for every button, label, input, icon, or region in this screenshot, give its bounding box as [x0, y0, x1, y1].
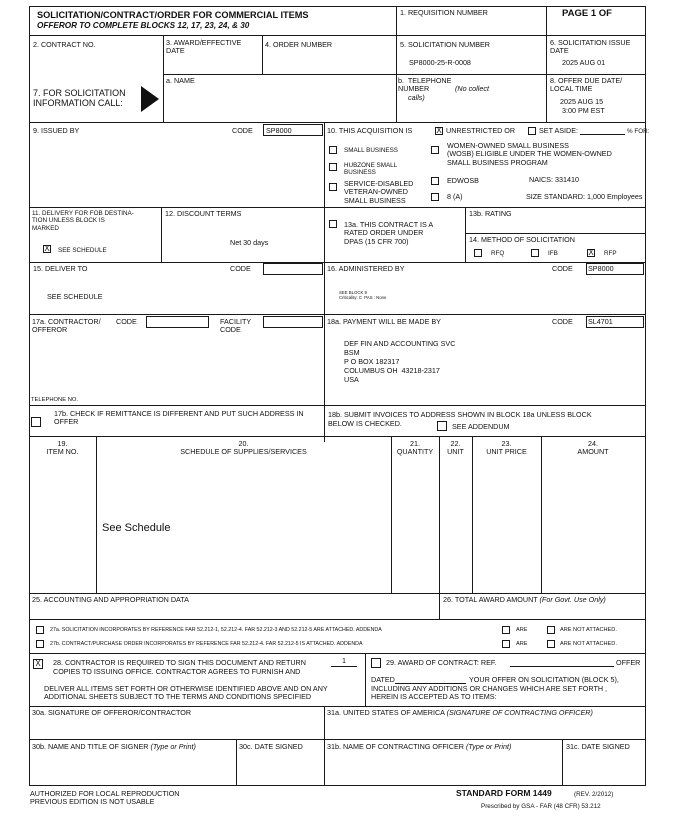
col-quantity: 21. QUANTITY — [396, 439, 434, 457]
27a-are-not-checkbox[interactable] — [547, 626, 555, 634]
deliver-to-code-field[interactable] — [263, 263, 323, 275]
rule — [163, 74, 646, 75]
29-line3: INCLUDING ANY ADDITIONS OR CHANGES WHICH ARE SET FORTH , HEREIN IS ACCEPTED AS TO ITEMS: — [371, 684, 608, 702]
27a-are-label: ARE — [516, 627, 528, 633]
27a-are-checkbox[interactable] — [502, 626, 510, 634]
signature-offeror-label: 30a. SIGNATURE OF OFFEROR/CONTRACTOR — [32, 708, 192, 717]
rule — [163, 35, 164, 122]
unrestricted-label: UNRESTRICTED OR — [446, 126, 516, 135]
col-unit: 22. UNIT — [447, 439, 464, 457]
addendum-checkbox[interactable] — [437, 421, 447, 431]
contractor-label: 17a. CONTRACTOR/ OFFEROR — [32, 317, 101, 335]
rule — [439, 436, 440, 619]
rule — [465, 233, 646, 234]
rule — [29, 122, 646, 123]
page-label: PAGE 1 OF — [562, 8, 612, 19]
eight-a-label: 8 (A) — [447, 192, 463, 201]
rule — [29, 6, 646, 7]
form-subtitle: OFFEROR TO COMPLETE BLOCKS 12, 17, 23, 24, & 30 — [37, 21, 250, 30]
date-signed-31c-label: 31c. DATE SIGNED — [566, 742, 630, 751]
rule — [29, 619, 646, 620]
ifb-label: IFB — [548, 250, 558, 257]
payment-by-label: 18a. PAYMENT WILL BE MADE BY — [327, 317, 441, 326]
rule — [331, 666, 357, 667]
footer-reproduction: AUTHORIZED FOR LOCAL REPRODUCTION PREVIOUS EDITION IS NOT USABLE — [30, 789, 180, 807]
unrestricted-checkbox[interactable]: X — [436, 126, 442, 135]
administered-code-value: SP8000 — [588, 264, 614, 273]
footer-prescribed: Prescribed by GSA - FAR (48 CFR) 53.212 — [481, 803, 601, 810]
27a-text: 27a. SOLICITATION INCORPORATES BY REFERENCE FAR 52.212-1, 52.212-4. FAR 52.212-3 AND 52.212-5 ARE ATTACHED. ADDENDA — [50, 627, 382, 633]
rule — [96, 436, 97, 593]
col-item-no: 19. ITEM NO. — [46, 439, 79, 457]
info-call-label: 7. FOR SOLICITATION INFORMATION CALL: — [33, 88, 126, 108]
rule — [236, 739, 237, 786]
edwosb-checkbox[interactable] — [431, 177, 439, 185]
rule — [29, 785, 646, 786]
form-title: SOLICITATION/CONTRACT/ORDER FOR COMMERCIAL ITEMS — [37, 10, 309, 20]
contractor-code-label: CODE — [116, 317, 137, 326]
arrow-icon — [141, 86, 161, 112]
order-number-label: 4. ORDER NUMBER — [265, 40, 333, 49]
col-unit-price: 23. UNIT PRICE — [486, 439, 527, 457]
rule — [562, 739, 563, 786]
rule — [29, 6, 30, 786]
rule — [29, 314, 646, 315]
name-label: a. NAME — [166, 76, 195, 85]
27b-are-not-label: ARE NOT ATTACHED. — [560, 641, 617, 647]
issued-by-label: 9. ISSUED BY — [33, 126, 80, 135]
footer-form-name: STANDARD FORM 1449 — [456, 788, 552, 798]
rule — [541, 436, 542, 593]
rfq-checkbox[interactable] — [474, 249, 482, 257]
small-business-checkbox[interactable] — [329, 146, 337, 154]
solicitation-number-label: 5. SOLICITATION NUMBER — [400, 40, 490, 49]
rule — [396, 6, 397, 122]
rule — [29, 653, 646, 654]
payment-code-label: CODE — [552, 317, 573, 326]
rating-label: 13b. RATING — [469, 209, 512, 218]
issued-by-code-value: SP8000 — [266, 126, 292, 135]
hubzone-checkbox[interactable] — [329, 163, 337, 171]
accounting-label: 25. ACCOUNTING AND APPROPRIATION DATA — [32, 595, 189, 604]
28-line1: 28. CONTRACTOR IS REQUIRED TO SIGN THIS DOCUMENT AND RETURN — [53, 658, 306, 667]
schedule-body-text: See Schedule — [102, 522, 171, 534]
29-line2: YOUR OFFER ON SOLICITATION (BLOCK 5), — [469, 675, 619, 684]
offer-due-date: 2025 AUG 15 — [560, 97, 604, 106]
solicitation-number-value: SP8000-25-R-0008 — [409, 58, 471, 67]
invoice-label: 18b. SUBMIT INVOICES TO ADDRESS SHOWN IN BLOCK 18a UNLESS BLOCK BELOW IS CHECKED. — [328, 410, 592, 428]
edwosb-label: EDWOSB — [447, 176, 479, 185]
rule — [29, 739, 646, 740]
rule — [391, 436, 392, 593]
contracting-officer-label: 31b. NAME OF CONTRACTING OFFICER (Type or Print) — [327, 742, 512, 751]
29-line1: 29. AWARD OF CONTRACT: REF. — [386, 658, 497, 667]
col-supplies: 20. SCHEDULE OF SUPPLIES/SERVICES — [180, 439, 307, 457]
administered-note: SEE BLOCK 9 Criticality: C PAS : None — [339, 290, 387, 300]
rule — [546, 6, 547, 122]
rule — [465, 207, 466, 262]
27b-text: 27b. CONTRACT/PURCHASE ORDER INCORPORATES BY REFERENCE FAR 52.212-4. FAR 52.212-5 IS ATTACHED. ADDENDA — [50, 641, 363, 647]
wosb-label: WOMEN-OWNED SMALL BUSINESS (WOSB) ELIGIBLE UNDER THE WOMEN-OWNED SMALL BUSINESS PROGRAM — [447, 141, 612, 167]
28-copies: 1 — [342, 656, 346, 665]
signer-name-label: 30b. NAME AND TITLE OF SIGNER (Type or Print) — [32, 742, 196, 751]
rule — [510, 666, 614, 667]
rule — [29, 436, 646, 437]
size-standard-value: SIZE STANDARD: 1,000 Employees — [526, 192, 643, 201]
29-checkbox[interactable] — [371, 658, 381, 668]
27b-are-not-checkbox[interactable] — [547, 640, 555, 648]
small-business-label: SMALL BUSINESS — [344, 147, 399, 154]
deliver-to-label: 15. DELIVER TO — [33, 264, 88, 273]
rule — [29, 593, 646, 594]
facility-code-label: FACILITY CODE — [220, 317, 252, 335]
footer-revision: (REV. 2/2012) — [574, 791, 614, 798]
date-signed-30c-label: 30c. DATE SIGNED — [239, 742, 303, 751]
set-aside-checkbox[interactable] — [528, 127, 536, 135]
telephone-note: (No collect calls) — [408, 84, 489, 102]
col-amount: 24. AMOUNT — [577, 439, 609, 457]
28-line2: COPIES TO ISSUING OFFICE. CONTRACTOR AGREES TO FURNISH AND — [53, 667, 301, 676]
dpas-label: 13a. THIS CONTRACT IS A RATED ORDER UNDER DPAS (15 CFR 700) — [344, 220, 434, 246]
payment-code-value: SL4701 — [588, 317, 613, 326]
28-checkbox[interactable]: X — [33, 659, 43, 669]
contractor-code-field[interactable] — [146, 316, 209, 328]
rule — [365, 653, 366, 706]
total-award-label: 26. TOTAL AWARD AMOUNT (For Govt. Use Only) — [443, 595, 606, 604]
see-schedule-label: SEE SCHEDULE — [58, 247, 107, 254]
issue-date-value: 2025 AUG 01 — [562, 58, 606, 67]
telephone-no-label: TELEPHONE NO. — [31, 397, 79, 403]
ifb-checkbox[interactable] — [531, 249, 539, 257]
acquisition-label: 10. THIS ACQUISITION IS — [327, 126, 413, 135]
payment-address: DEF FIN AND ACCOUNTING SVC BSM P O BOX 182317 COLUMBUS OH 43218-2317 USA — [344, 339, 456, 384]
27a-are-not-label: ARE NOT ATTACHED. — [560, 627, 617, 633]
contract-no-label: 2. CONTRACT NO. — [33, 40, 96, 49]
deliver-to-code-label: CODE — [230, 264, 251, 273]
rfp-checkbox[interactable]: X — [588, 248, 594, 257]
award-date-label: 3. AWARD/EFFECTIVE DATE — [166, 38, 242, 56]
discount-terms-value: Net 30 days — [230, 238, 269, 247]
rule — [324, 122, 325, 442]
rule — [29, 35, 646, 36]
rule — [324, 706, 325, 786]
signature-usa-label: 31a. UNITED STATES OF AMERICA (SIGNATURE OF CONTRACTING OFFICER) — [327, 708, 593, 717]
method-label: 14. METHOD OF SOLICITATION — [469, 235, 575, 244]
delivery-fob-label: 11. DELIVERY FOR FOB DESTINA- TION UNLESS BLOCK IS MARKED — [32, 210, 134, 232]
issued-by-code-label: CODE — [232, 126, 253, 135]
rule — [161, 207, 162, 262]
administered-by-label: 16. ADMINISTERED BY — [327, 264, 405, 273]
wosb-checkbox[interactable] — [431, 146, 439, 154]
issue-date-label: 6. SOLICITATION ISSUE DATE — [550, 38, 631, 56]
rule — [580, 134, 625, 135]
facility-code-field[interactable] — [263, 316, 323, 328]
sdvosb-checkbox[interactable] — [329, 183, 337, 191]
rule — [29, 706, 646, 707]
telephone-label: b. TELEPHONE NUMBER — [398, 76, 452, 94]
rfq-label: RFQ — [491, 250, 505, 257]
remittance-label: 17b. CHECK IF REMITTANCE IS DIFFERENT AND PUT SUCH ADDRESS IN OFFER — [54, 409, 304, 427]
deliver-to-value: SEE SCHEDULE — [47, 292, 103, 301]
set-aside-label: SET ASIDE: — [539, 126, 579, 135]
percent-for-label: % FOR: — [627, 128, 650, 135]
rule — [29, 262, 646, 263]
administered-code-label: CODE — [552, 264, 573, 273]
rule — [29, 405, 646, 406]
naics-value: NAICS: 331410 — [529, 175, 579, 184]
rule — [29, 207, 646, 208]
hubzone-label: HUBZONE SMALL BUSINESS — [344, 162, 398, 177]
sdvosb-label: SERVICE-DISABLED VETERAN-OWNED SMALL BUSINESS — [344, 179, 414, 205]
29-offer: OFFER — [616, 658, 641, 667]
requisition-label: 1. REQUISITION NUMBER — [400, 8, 488, 17]
27a-checkbox[interactable] — [36, 626, 44, 634]
rule — [645, 6, 646, 786]
offer-due-time: 3:00 PM EST — [562, 106, 605, 115]
discount-terms-label: 12. DISCOUNT TERMS — [165, 209, 242, 218]
offer-due-label: 8. OFFER DUE DATE/ LOCAL TIME — [550, 76, 623, 94]
27b-checkbox[interactable] — [36, 640, 44, 648]
27b-are-label: ARE — [516, 641, 528, 647]
rfp-label: RFP — [604, 250, 617, 257]
addendum-label: SEE ADDENDUM — [452, 422, 510, 431]
eight-a-checkbox[interactable] — [431, 193, 439, 201]
see-schedule-checkbox[interactable]: X — [44, 244, 50, 253]
rule — [262, 35, 263, 74]
rule — [472, 436, 473, 593]
remittance-checkbox[interactable] — [31, 417, 41, 427]
29-dated: DATED — [371, 675, 395, 684]
27b-are-checkbox[interactable] — [502, 640, 510, 648]
28-line3: DELIVER ALL ITEMS SET FORTH OR OTHERWISE IDENTIFIED ABOVE AND ON ANY ADDITIONAL SHEETS SUBJECT TO THE TERMS AND CONDITIONS SPECIFIED — [44, 684, 328, 702]
dpas-checkbox[interactable] — [329, 220, 337, 228]
